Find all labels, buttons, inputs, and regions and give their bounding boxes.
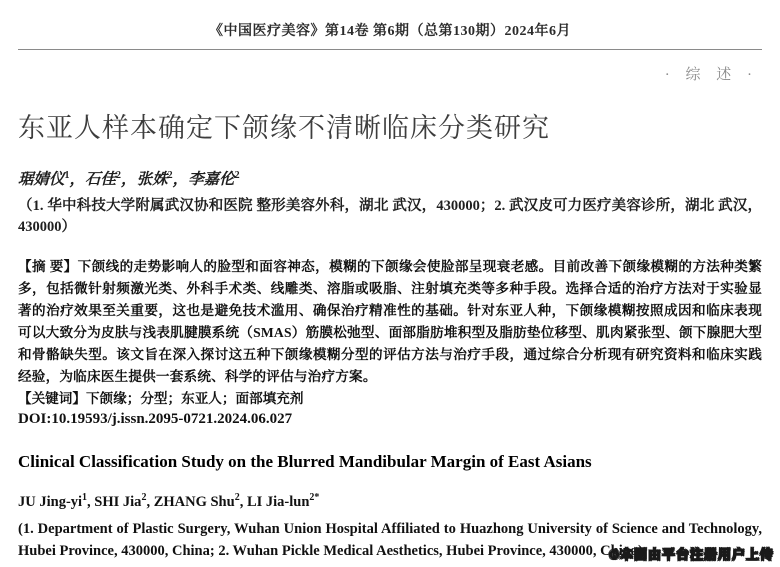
doi: DOI:10.19593/j.issn.2095-0721.2024.06.027 [18, 411, 293, 427]
author-cn [85, 171, 137, 188]
keywords-text: 下颌缘；分型；东亚人；面部填充剂 [85, 391, 304, 406]
author-affiliation-sup: 2 [141, 492, 147, 503]
affiliation-en: (1. Department of Plastic Surgery, Wuhan Union Hospital Affiliated to Huazhong University of Science and Technology, Hubei Province, 430000, China; 2. Wuhan Pickle Medical Aesthetics, Hubei Province, 430000, China) [18, 520, 762, 559]
author-affiliation-sup: 1 [64, 169, 70, 181]
author-cn [18, 171, 85, 188]
author-name: 李嘉伦 [188, 171, 235, 188]
author-separator: , [87, 493, 95, 510]
author-name: 琚婧仪 [18, 171, 65, 188]
author-separator: ， [121, 171, 137, 188]
author-en [154, 494, 247, 510]
keywords-label: 【关键词】 [18, 391, 86, 406]
journal-header: 《中国医疗美容》第14卷 第6期（总第130期）2024年6月 [209, 24, 571, 39]
author-cn [188, 171, 240, 188]
author-name: 张姝 [136, 171, 168, 188]
watermark: ©本图由平台注册用户上传 [609, 547, 774, 562]
author-name: JU Jing-yi [18, 493, 83, 510]
author-affiliation-sup: 2 [234, 169, 240, 181]
author-separator: ， [69, 171, 86, 188]
article-title-en: Clinical Classification Study on the Blurred Mandibular Margin of East Asians [18, 452, 592, 471]
keywords-cn [18, 388, 762, 410]
author-separator: , [146, 493, 154, 510]
author-name: LI Jia-lun [246, 493, 310, 510]
author-separator: , [239, 493, 247, 510]
authors-en [18, 492, 762, 511]
author-affiliation-sup: 2 [234, 492, 240, 503]
author-separator: ， [172, 171, 189, 188]
article-title-cn: 东亚人样本确定下颌缘不清晰临床分类研究 [18, 113, 550, 143]
author-affiliation-sup: 2 [116, 169, 122, 181]
author-affiliation-sup: 2* [309, 492, 320, 503]
author-name: SHI Jia [94, 493, 142, 510]
abstract-text: 下颌线的走势影响人的脸型和面容神态，模糊的下颌缘会使脸部呈现衰老感。目前改善下颌缘模糊的方法种类繁多，包括微针射频激光类、外科手术类、线雕类、溶脂或吸脂、注射填充类等多种手段。选择合适的治疗方法对于实验显著的治疗效果至关重要，这也是避免技术滥用、确保治疗精准性的基础。针对东亚人种，下颌缘模糊按照成因和临床表现可以大致分为皮肤与浅表肌腱膜系统（SMAS）筋膜松弛型、面部脂肪堆积型及脂肪垫位移型、肌肉紧张型、颌下腺肥大型和骨骼缺失型。该文旨在深入探讨这五种下颌缘模糊分型的评估方法与治疗手段，通过综合分析现有研究资料和临床实践经验，为临床医生提供一套系统、科学的评估与治疗方案。 [18, 259, 762, 384]
authors-cn [18, 167, 762, 189]
abstract-cn [18, 256, 762, 388]
author-en [94, 494, 153, 510]
author-affiliation-sup: 1 [82, 492, 88, 503]
author-name: 石佳 [85, 171, 117, 188]
affiliation-cn: （1. 华中科技大学附属武汉协和医院 整形美容外科，湖北 武汉，430000；2. 武汉皮可力医疗美容诊所，湖北 武汉，430000） [18, 198, 762, 235]
author-name: ZHANG Shu [153, 493, 235, 510]
author-en [247, 494, 319, 510]
author-en [18, 494, 94, 510]
author-affiliation-sup: 2 [167, 169, 173, 181]
section-label: · 综 述 · [664, 67, 758, 83]
header-divider [18, 49, 762, 50]
abstract-label: 【摘 要】 [18, 259, 78, 274]
author-cn [137, 171, 189, 188]
